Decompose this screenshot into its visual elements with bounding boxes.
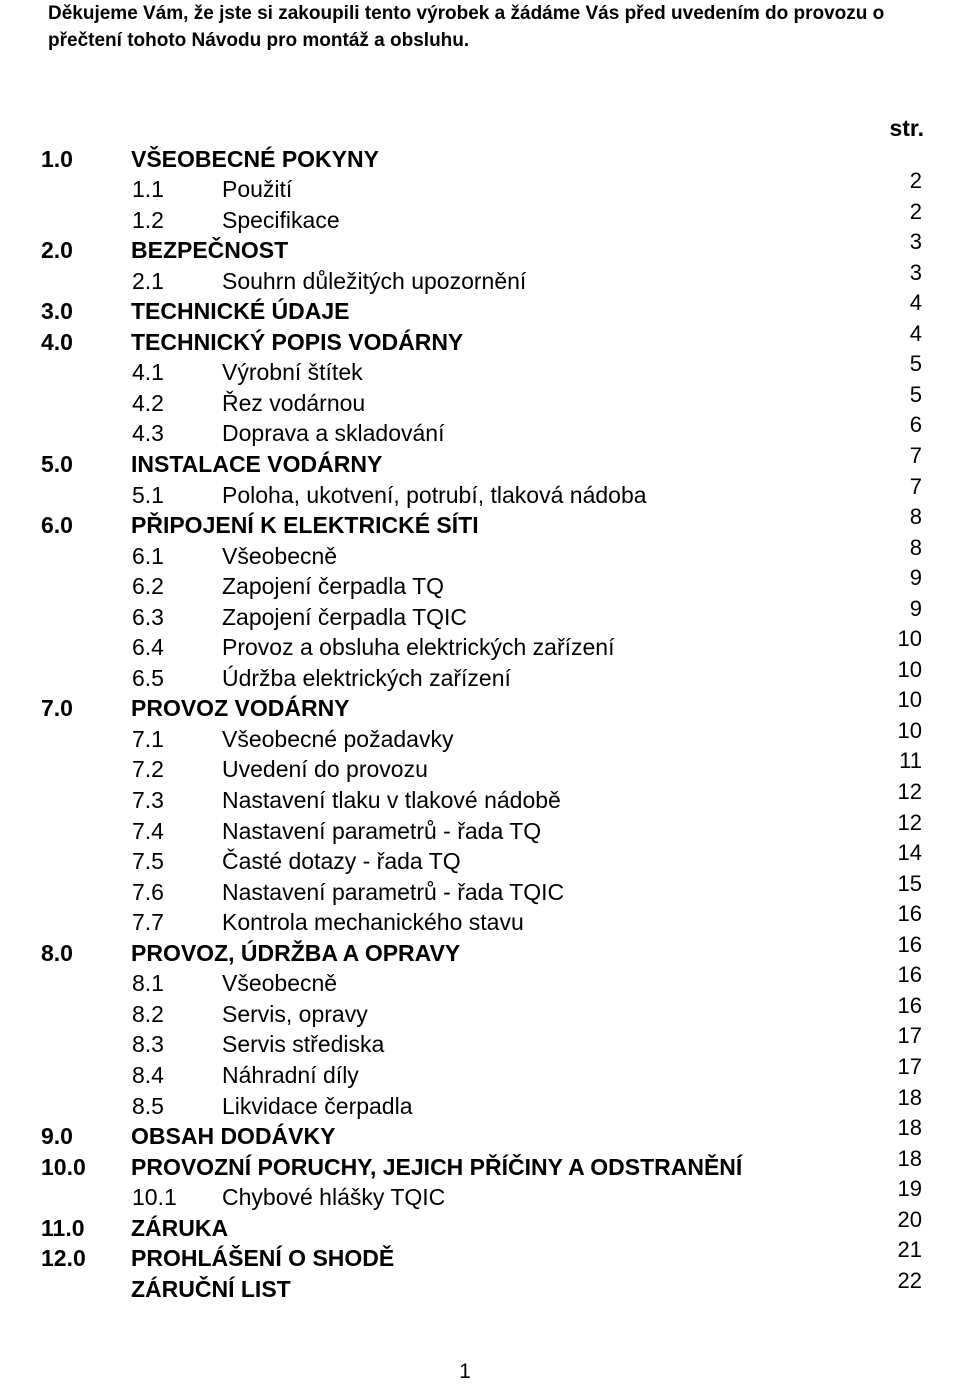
toc-entry-number: 6.0 [41,512,73,539]
toc-entry-page: 4 [909,290,922,316]
toc-entry-title: Servis, opravy [222,1000,368,1027]
toc-entry-title: VŠEOBECNÉ POKYNY [131,145,379,172]
toc-entry-page: 5 [909,381,922,407]
toc-subsection-row [0,198,960,236]
toc-subsection-row [0,962,960,999]
toc-entry-number: 12.0 [41,1245,86,1272]
toc-section-row [0,1145,960,1183]
toc-page-column-label: str. [889,115,924,141]
toc-entry-title: Uvedení do provozu [222,756,428,783]
toc-subsection-row [0,1023,960,1060]
toc-entry-page: 9 [909,565,922,591]
toc-entry-title: OBSAH DODÁVKY [131,1123,336,1150]
toc-entry-number: 2.0 [41,237,73,264]
toc-entry-page: 12 [897,809,922,835]
toc-entry-title: PROVOZ, ÚDRŽBA A OPRAVY [131,939,461,966]
toc-entry-page: 19 [897,1176,922,1202]
toc-entry-page: 8 [909,504,922,530]
toc-section-row [0,320,960,358]
toc-entry-page: 17 [897,1023,922,1049]
toc-entry-page: 10 [897,626,922,652]
toc-subsection-row [0,870,960,908]
page-number: 1 [459,1360,471,1383]
toc-section-row [0,229,960,266]
toc-entry-page: 12 [897,779,922,805]
toc-subsection-row [0,351,960,388]
toc-entry-page: 2 [909,168,922,194]
toc-entry-number: 6.2 [132,573,164,600]
toc-entry-title: Zapojení čerpadla TQ [222,573,445,600]
toc-entry-page: 8 [909,534,922,560]
toc-subsection-row [0,412,960,449]
toc-subsection-row [0,595,960,633]
toc-entry-page: 22 [897,1267,922,1293]
toc-entry-title: Doprava a skladování [222,420,445,447]
toc-entry-page: 2 [909,198,922,224]
toc-entry-number: 1.0 [41,145,73,172]
toc-entry-number: 9.0 [41,1123,73,1150]
toc-entry-number: 11.0 [41,1214,85,1241]
toc-entry-title: Všeobecné požadavky [222,725,454,752]
toc-entry-page: 3 [909,259,922,285]
toc-entry-title: TECHNICKÝ POPIS VODÁRNY [131,328,464,355]
toc-entry-title: ZÁRUČNÍ LIST [131,1275,291,1302]
toc-entry-page: 16 [897,901,922,927]
toc-entry-number: 8.3 [132,1031,164,1058]
toc-entry-page: 4 [909,320,922,346]
toc-subsection-row [0,656,960,694]
toc-entry-number: 7.5 [132,848,164,875]
toc-entry-number: 7.7 [132,909,164,936]
toc-entry-page: 6 [909,412,922,438]
toc-subsection-row [0,1084,960,1122]
toc-entry-title: Časté dotazy - řada TQ [222,848,461,875]
toc-entry-number: 5.0 [41,451,73,478]
toc-entry-number: 4.2 [132,389,164,416]
toc-section-row [0,290,960,327]
toc-section-row [0,687,960,724]
toc-entry-title: TECHNICKÉ ÚDAJE [131,298,350,325]
toc-entry-number: 6.3 [132,603,164,630]
toc-entry-page: 7 [909,443,922,469]
toc-entry-title: Nastavení tlaku v tlakové nádobě [222,787,561,814]
toc-entry-title: PŘIPOJENÍ K ELEKTRICKÉ SÍTI [131,512,479,539]
intro-text: Děkujeme Vám, že jste si zakoupili tento výrobek a žádáme Vás před uvedením do provozu o přečtení tohoto Návodu pro montáž a obsluhu. [48,3,885,51]
toc-section-row [0,1267,960,1305]
toc-entry-number: 5.1 [132,481,164,508]
toc-entry-page: 14 [897,840,922,866]
toc-entry-number: 10.1 [132,1184,177,1211]
toc-subsection-row [0,717,960,755]
toc-entry-page: 9 [909,595,922,621]
toc-entry-title: Výrobní štítek [222,359,363,386]
toc-entry-title: Nastavení parametrů - řada TQIC [222,878,565,905]
toc-entry-title: Řez vodárnou [222,389,366,416]
toc-subsection-row [0,381,960,419]
toc-entry-number: 7.0 [41,695,73,722]
toc-entry-number: 7.2 [132,756,164,783]
toc-entry-title: BEZPEČNOST [131,237,289,264]
toc-subsection-row [0,1176,960,1213]
toc-entry-number: 7.6 [132,878,164,905]
toc-entry-page: 21 [897,1237,922,1263]
toc-entry-title: Kontrola mechanického stavu [222,909,524,936]
toc-rows [0,144,960,1305]
toc-entry-number: 3.0 [41,298,73,325]
toc-section-row [0,1115,960,1152]
toc-entry-page: 3 [909,229,922,255]
toc-entry-page: 16 [897,962,922,988]
toc-section-row [0,144,960,175]
toc-entry-page: 20 [897,1206,922,1232]
toc-entry-title: Údržba elektrických zařízení [222,664,511,691]
toc-entry-title: INSTALACE VODÁRNY [131,451,383,478]
toc-entry-title: Servis střediska [222,1031,385,1058]
toc-entry-number: 6.1 [132,542,164,569]
toc-section-row [0,504,960,541]
toc-entry-page: 10 [897,717,922,743]
toc-subsection-row [0,840,960,877]
toc-subsection-row [0,168,960,205]
toc-subsection-row [0,809,960,847]
toc-entry-title: Specifikace [222,206,340,233]
toc-entry-title: Použití [222,176,293,203]
toc-entry-title: Zapojení čerpadla TQIC [222,603,468,630]
toc-entry-page: 11 [899,748,922,774]
toc-entry-title: Všeobecně [222,542,338,569]
toc-entry-number: 8.5 [132,1092,164,1119]
toc-entry-page: 10 [897,656,922,682]
toc-header [0,113,960,144]
toc-subsection-row [0,992,960,1030]
toc-entry-title: PROVOZ VODÁRNY [131,695,350,722]
toc-entry-number: 6.4 [132,634,164,661]
toc-subsection-row [0,626,960,663]
toc-subsection-row [0,259,960,297]
toc-entry-number: 10.0 [41,1153,86,1180]
toc-section-row [0,1237,960,1274]
toc-entry-number: 4.0 [41,328,73,355]
toc-section-row [0,443,960,480]
toc-entry-title: PROVOZNÍ PORUCHY, JEJICH PŘÍČINY A ODSTRANĚNÍ [131,1153,743,1180]
toc-section-row [0,1206,960,1244]
toc-entry-page: 18 [897,1115,922,1141]
toc-entry-title: Provoz a obsluha elektrických zařízení [222,634,615,661]
toc-entry-title: Likvidace čerpadla [222,1092,413,1119]
toc-entry-title: Chybové hlášky TQIC [222,1184,446,1211]
toc-entry-number: 2.1 [132,267,164,294]
toc-subsection-row [0,779,960,816]
toc-entry-number: 1.1 [132,176,164,203]
toc-entry-number: 8.2 [132,1000,164,1027]
toc-subsection-row [0,748,960,785]
toc-entry-title: Nastavení parametrů - řada TQ [222,817,542,844]
toc-entry-page: 16 [897,931,922,957]
toc-entry-number: 7.1 [132,725,164,752]
toc-entry-number: 1.2 [132,206,164,233]
toc-entry-page: 10 [897,687,922,713]
toc-entry-page: 5 [909,351,922,377]
toc-entry-page: 18 [897,1084,922,1110]
toc-entry-title: ZÁRUKA [131,1214,229,1241]
toc-entry-page: 15 [897,870,922,896]
toc-entry-number: 4.1 [132,359,164,386]
toc-section-row [0,931,960,969]
toc-entry-number: 4.3 [132,420,164,447]
toc-entry-number: 8.4 [132,1061,164,1088]
toc-entry-title: PROHLÁŠENÍ O SHODĚ [131,1245,395,1272]
toc-entry-page: 18 [897,1145,922,1171]
toc-subsection-row [0,473,960,511]
toc-entry-page: 7 [909,473,922,499]
toc-entry-title: Souhrn důležitých upozornění [222,267,527,294]
toc-entry-number: 8.1 [132,970,164,997]
toc-entry-title: Náhradní díly [222,1061,359,1088]
toc-entry-title: Poloha, ukotvení, potrubí, tlaková nádoba [222,481,647,508]
toc-subsection-row [0,901,960,938]
toc-entry-number: 7.3 [132,787,164,814]
toc-subsection-row [0,1053,960,1091]
toc-entry-number: 8.0 [41,939,73,966]
toc-subsection-row [0,534,960,572]
toc-entry-page: 16 [897,992,922,1018]
toc-entry-page: 17 [897,1053,922,1079]
toc-subsection-row [0,565,960,602]
toc-entry-title: Všeobecně [222,970,338,997]
table-of-contents [0,113,960,1304]
toc-entry-number: 6.5 [132,664,164,691]
toc-entry-number: 7.4 [132,817,164,844]
